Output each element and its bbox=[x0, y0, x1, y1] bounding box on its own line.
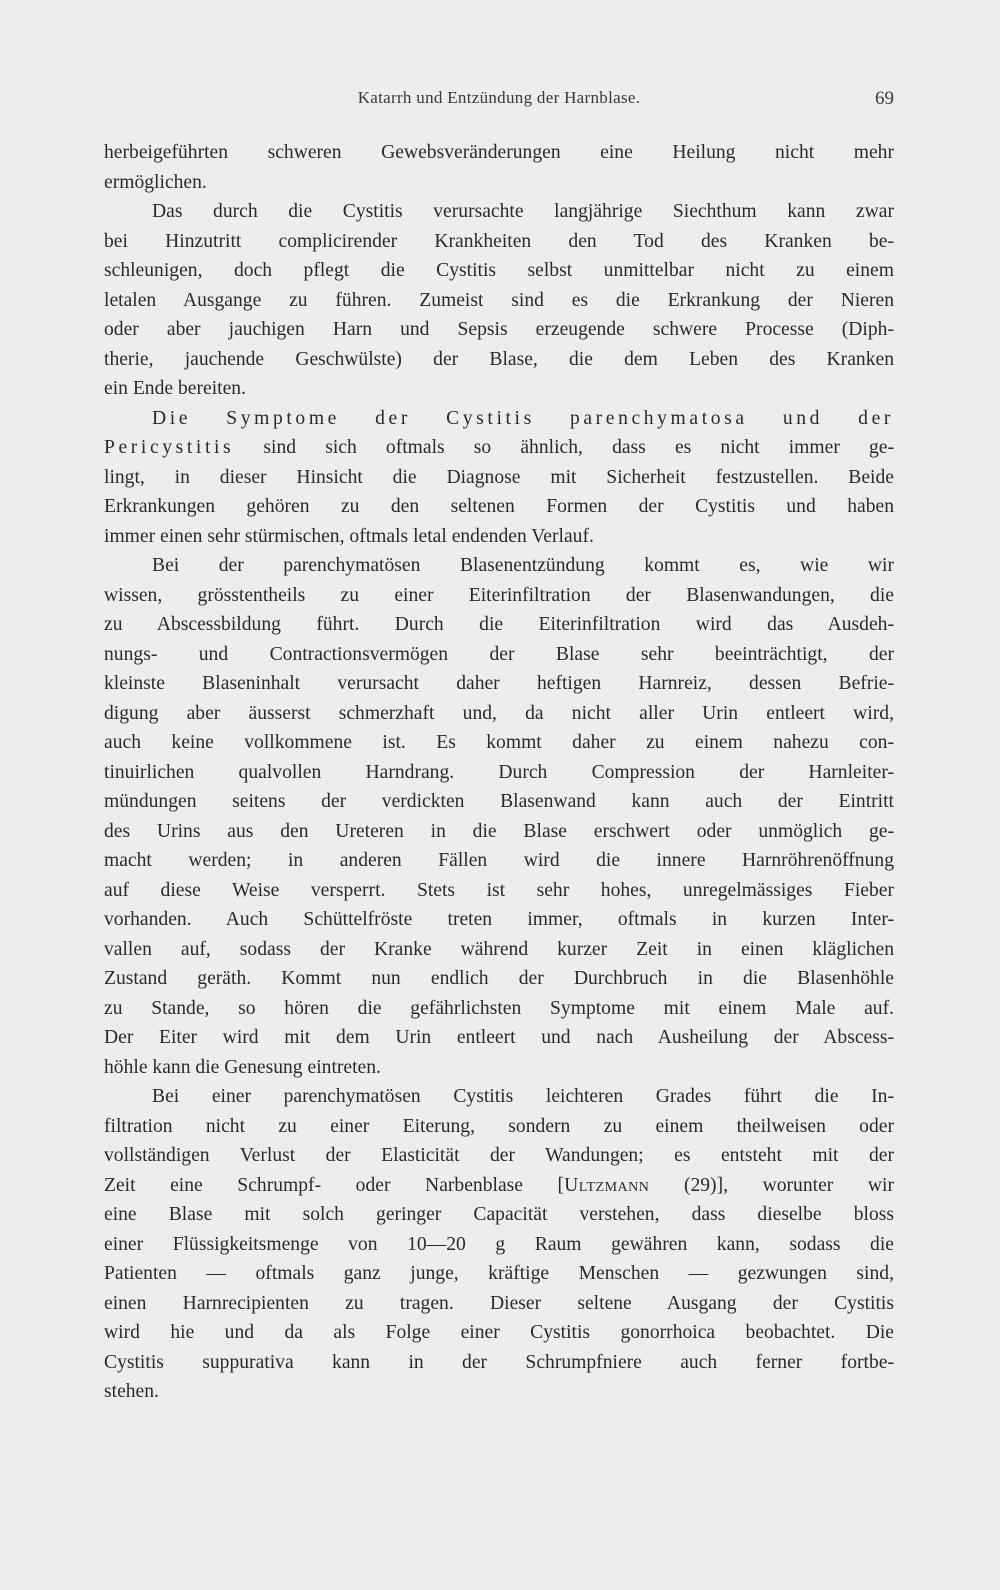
text-line: wissen, grösstentheils zu einer Eiterinfiltration der Blasenwandungen, die bbox=[104, 584, 894, 606]
text-line: macht werden; in anderen Fällen wird die innere Harnröhrenöffnung bbox=[104, 850, 894, 871]
text-line: Patienten — oftmals ganz junge, kräftige Menschen — gezwungen sind, bbox=[104, 1263, 894, 1284]
text-line: kleinste Blaseninhalt verursacht daher heftigen Harnreiz, dessen Befrie- bbox=[104, 673, 894, 694]
text-line: nungs- und Contractionsvermögen der Blase sehr beeinträchtigt, der bbox=[104, 643, 894, 665]
running-title: Katarrh und Entzündung der Harnblase. bbox=[357, 88, 641, 107]
text-span: (29)], worunter wir bbox=[683, 1174, 894, 1196]
text-line: herbeigeführten schweren Gewebsveränderungen eine Heilung nicht mehr bbox=[104, 142, 894, 163]
text-line: Cystitis suppurativa kann in der Schrumpfniere auch ferner fortbe- bbox=[104, 1351, 894, 1373]
text-line: Die Symptome der Cystitis parenchymatosa und der bbox=[152, 407, 894, 429]
text-line: digung aber äusserst schmerzhaft und, da nicht aller Urin entleert wird, bbox=[104, 702, 894, 724]
text-line bbox=[104, 433, 894, 463]
text-line: ermöglichen. bbox=[104, 171, 207, 193]
text-span: sind sich oftmals so ähnlich, dass es nicht immer ge- bbox=[263, 437, 895, 458]
text-line: Bei der parenchymatösen Blasenentzündung kommt es, wie wir bbox=[152, 555, 894, 576]
text-line: zu Stande, so hören die gefährlichsten Symptome mit einem Male auf. bbox=[104, 997, 894, 1019]
text-line: stehen. bbox=[104, 1381, 159, 1402]
author-citation: Ultzmann bbox=[564, 1174, 650, 1196]
text-line: therie, jauchende Geschwülste) der Blase, die dem Leben des Kranken bbox=[104, 348, 894, 370]
body-text bbox=[104, 138, 894, 1407]
text-line: auch keine vollkommene ist. Es kommt daher zu einem nahezu con- bbox=[104, 732, 894, 753]
page-number: 69 bbox=[875, 88, 894, 109]
text-span: Zeit eine Schrumpf- oder Narbenblase [ bbox=[104, 1174, 565, 1196]
text-line: Erkrankungen gehören zu den seltenen Formen der Cystitis und haben bbox=[104, 496, 894, 517]
text-line: bei Hinzutritt complicirender Krankheiten den Tod des Kranken be- bbox=[104, 230, 894, 252]
text-line bbox=[104, 1171, 894, 1201]
text-line: ein Ende bereiten. bbox=[104, 378, 246, 399]
text-line: wird hie und da als Folge einer Cystitis gonorrhoica beobachtet. Die bbox=[104, 1322, 894, 1343]
text-line: des Urins aus den Ureteren in die Blase erschwert oder unmöglich ge- bbox=[104, 820, 894, 842]
text-line: auf diese Weise versperrt. Stets ist sehr hohes, unregelmässiges Fieber bbox=[104, 879, 894, 901]
text-line: tinuirlichen qualvollen Harndrang. Durch Compression der Harnleiter- bbox=[104, 761, 894, 783]
text-line: einen Harnrecipienten zu tragen. Dieser seltene Ausgang der Cystitis bbox=[104, 1292, 894, 1314]
text-line: zu Abscessbildung führt. Durch die Eiterinfiltration wird das Ausdeh- bbox=[104, 614, 894, 635]
text-line: höhle kann die Genesung eintreten. bbox=[104, 1056, 381, 1078]
text-line: einer Flüssigkeitsmenge von 10—20 g Raum gewähren kann, sodass die bbox=[104, 1233, 894, 1255]
text-line: Bei einer parenchymatösen Cystitis leichteren Grades führt die In- bbox=[152, 1086, 894, 1107]
text-line: immer einen sehr stürmischen, oftmals letal endenden Verlauf. bbox=[104, 525, 594, 547]
running-head bbox=[104, 88, 894, 116]
text-line: Zustand geräth. Kommt nun endlich der Durchbruch in die Blasenhöhle bbox=[104, 968, 894, 989]
text-line: Der Eiter wird mit dem Urin entleert und nach Ausheilung der Abscess- bbox=[104, 1027, 894, 1048]
text-line: vollständigen Verlust der Elasticität der Wandungen; es entsteht mit der bbox=[104, 1145, 894, 1166]
text-line: Das durch die Cystitis verursachte langjährige Siechthum kann zwar bbox=[152, 201, 894, 222]
text-line: letalen Ausgange zu führen. Zumeist sind es die Erkrankung der Nieren bbox=[104, 289, 894, 311]
text-line: lingt, in dieser Hinsicht die Diagnose mit Sicherheit festzustellen. Beide bbox=[104, 466, 894, 488]
text-line: eine Blase mit solch geringer Capacität verstehen, dass dieselbe bloss bbox=[104, 1204, 894, 1225]
text-line: vallen auf, sodass der Kranke während kurzer Zeit in einen kläglichen bbox=[104, 938, 894, 960]
text-line: schleunigen, doch pflegt die Cystitis selbst unmittelbar nicht zu einem bbox=[104, 260, 894, 281]
text-line: filtration nicht zu einer Eiterung, sondern zu einem theilweisen oder bbox=[104, 1115, 894, 1137]
text-line: mündungen seitens der verdickten Blasenwand kann auch der Eintritt bbox=[104, 791, 894, 812]
emphasized-term: Pericystitis bbox=[104, 437, 235, 458]
text-line: vorhanden. Auch Schüttelfröste treten immer, oftmals in kurzen Inter- bbox=[104, 909, 894, 930]
text-line: oder aber jauchigen Harn und Sepsis erzeugende schwere Processe (Diph- bbox=[104, 319, 894, 340]
